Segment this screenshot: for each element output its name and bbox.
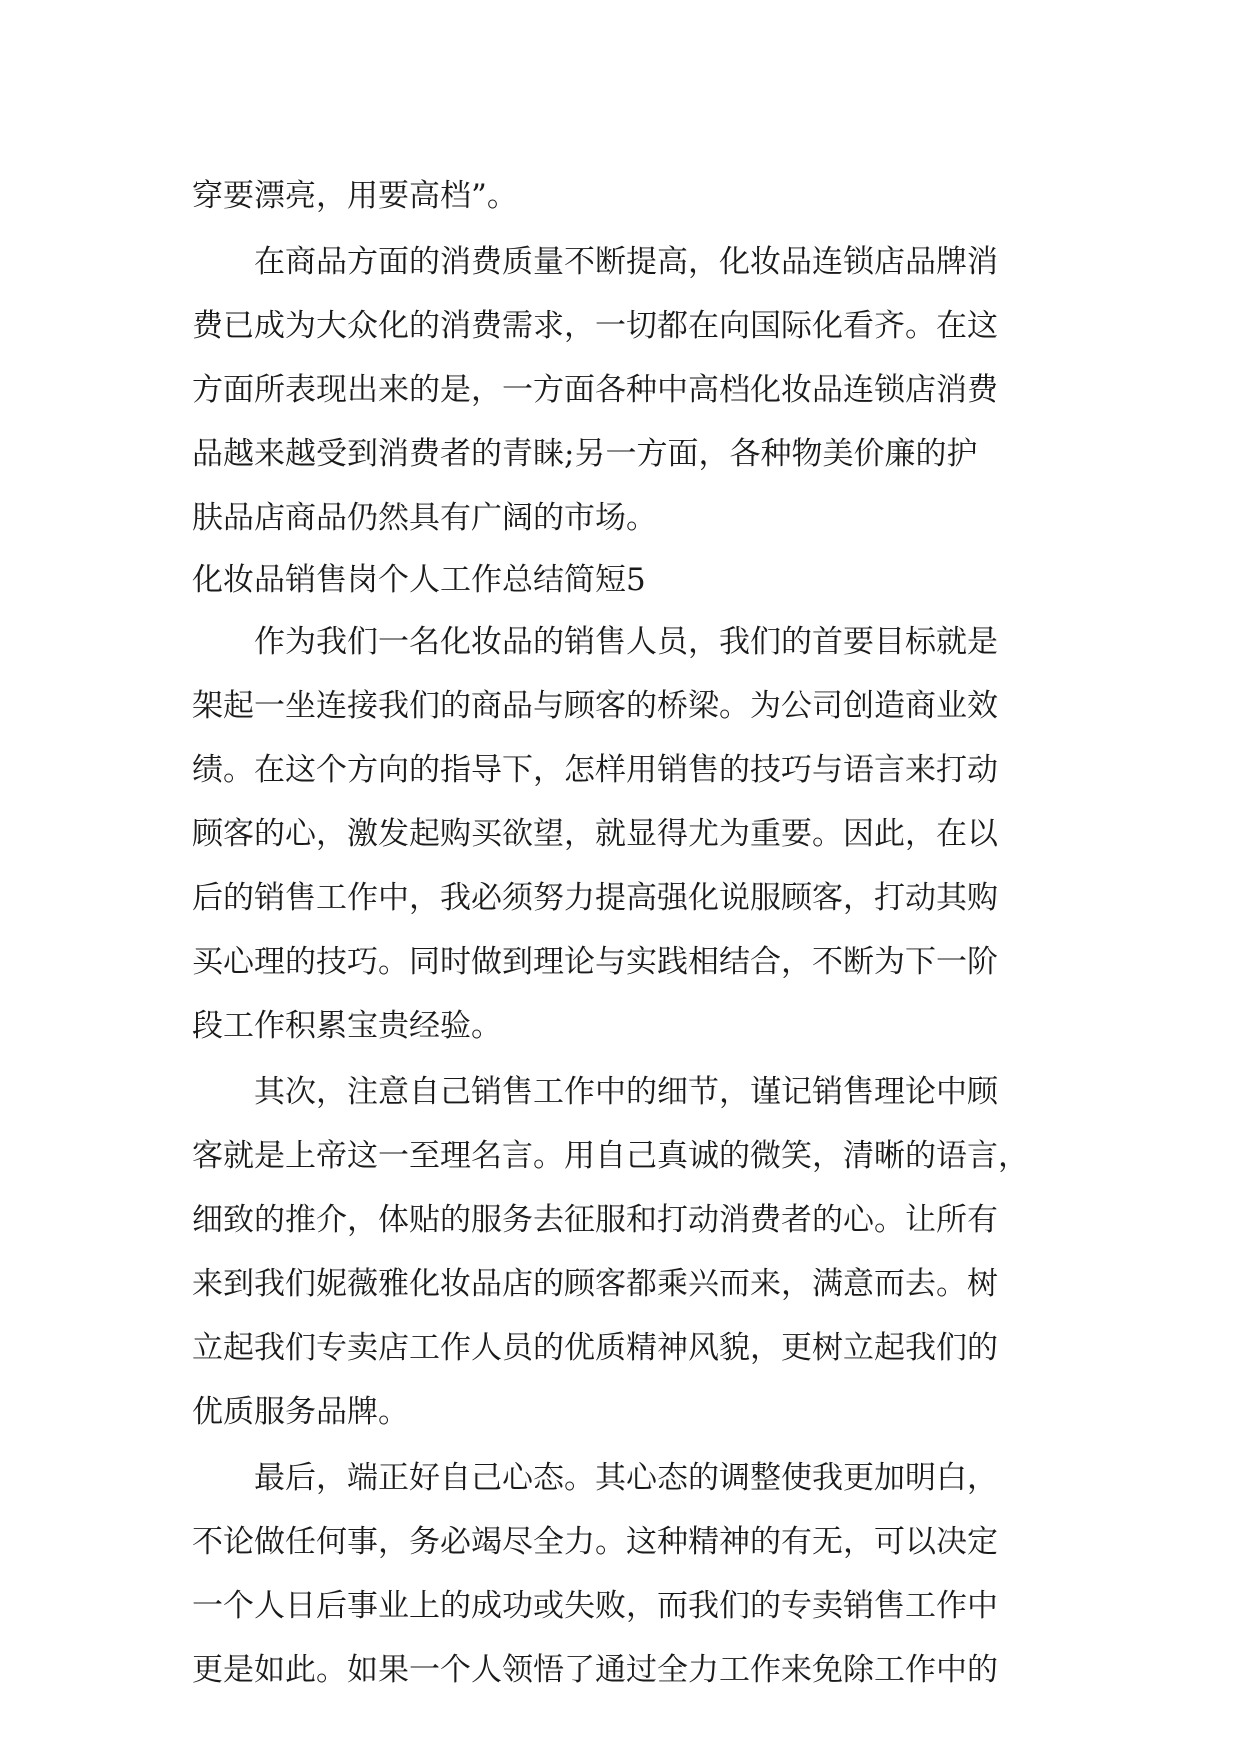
paragraph-line: 立起我们专卖店工作人员的优质精神风貌，更树立起我们的: [192, 1330, 998, 1366]
paragraph-first-line: 其次，注意自己销售工作中的细节，谨记销售理论中顾: [254, 1074, 998, 1110]
paragraph-first-line: 最后，端正好自己心态。其心态的调整使我更加明白，: [254, 1460, 998, 1496]
paragraph-line: 架起一坐连接我们的商品与顾客的桥梁。为公司创造商业效: [192, 688, 998, 724]
paragraph-line: 顾客的心，激发起购买欲望，就显得尤为重要。因此，在以: [192, 816, 998, 852]
paragraph-line: 买心理的技巧。同时做到理论与实践相结合，不断为下一阶: [192, 944, 998, 980]
paragraph-line: 肤品店商品仍然具有广阔的市场。: [192, 500, 657, 536]
paragraph-line: 方面所表现出来的是，一方面各种中高档化妆品连锁店消费: [192, 372, 998, 408]
paragraph-line: 优质服务品牌。: [192, 1394, 409, 1430]
paragraph-line: 绩。在这个方向的指导下，怎样用销售的技巧与语言来打动: [192, 752, 998, 788]
section-heading: 化妆品销售岗个人工作总结简短5: [192, 562, 646, 598]
document-body: [192, 164, 1052, 1702]
paragraph-line: 后的销售工作中，我必须努力提高强化说服顾客，打动其购: [192, 880, 998, 916]
paragraph-line: 费已成为大众化的消费需求，一切都在向国际化看齐。在这: [192, 308, 998, 344]
paragraph-line: 穿要漂亮，用要高档”。: [192, 178, 518, 214]
paragraph-first-line: 作为我们一名化妆品的销售人员，我们的首要目标就是: [254, 624, 998, 660]
paragraph-first-line: 在商品方面的消费质量不断提高，化妆品连锁店品牌消: [254, 244, 998, 280]
paragraph-line: 不论做任何事，务必竭尽全力。这种精神的有无，可以决定: [192, 1524, 998, 1560]
paragraph-line: 来到我们妮薇雅化妆品店的顾客都乘兴而来，满意而去。树: [192, 1266, 998, 1302]
paragraph-line: 一个人日后事业上的成功或失败，而我们的专卖销售工作中: [192, 1588, 998, 1624]
paragraph-line: 细致的推介，体贴的服务去征服和打动消费者的心。让所有: [192, 1202, 998, 1238]
paragraph-line: 品越来越受到消费者的青睐;另一方面，各种物美价廉的护: [192, 436, 978, 472]
paragraph-line: 段工作积累宝贵经验。: [192, 1008, 502, 1044]
paragraph-line: 客就是上帝这一至理名言。用自己真诚的微笑，清晰的语言，: [192, 1138, 1029, 1174]
paragraph-line: 更是如此。如果一个人领悟了通过全力工作来免除工作中的: [192, 1652, 998, 1688]
